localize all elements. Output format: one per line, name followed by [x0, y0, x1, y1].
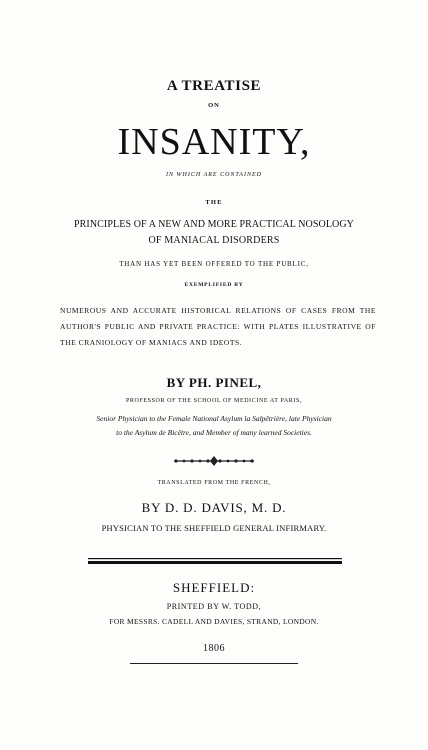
- exemplified-by-line: EXEMPLIFIED BY: [184, 282, 244, 288]
- main-title: INSANITY,: [117, 121, 311, 163]
- contained-line: IN WHICH ARE CONTAINED: [166, 172, 262, 178]
- printer-line: PRINTED BY W. TODD,: [166, 602, 262, 611]
- publishers-line: FOR MESSRS. CADELL AND DAVIES, STRAND, LONDON.: [109, 617, 319, 626]
- description-paragraph: NUMEROUS AND ACCURATE HISTORICAL RELATIONS OF CASES FROM THE AUTHOR'S PUBLIC AND PRIVATE PRACTICE: WITH PLATES ILLUSTRATIVE OF THE CRANIOLOGY OF MANIACS AND IDEOTS.: [60, 306, 376, 347]
- bottom-rule-divider: [130, 663, 298, 666]
- title-on: ON: [208, 102, 220, 109]
- senior-physician-line: Senior Physician to the Female National Asylum la Salpêtrière, late Physician: [96, 414, 332, 423]
- translator-line: BY D. D. DAVIS, M. D.: [141, 500, 287, 515]
- ornament-divider-icon: [172, 455, 256, 467]
- title-treatise: A TREATISE: [166, 78, 262, 94]
- translated-line: TRANSLATED FROM THE FRENCH,: [157, 480, 271, 486]
- double-rule-divider: [88, 558, 342, 565]
- the-line: THE: [205, 199, 223, 206]
- place-line: SHEFFIELD:: [172, 580, 256, 595]
- offered-to-public-line: THAN HAS YET BEEN OFFERED TO THE PUBLIC,: [119, 260, 309, 268]
- translator-title-line: PHYSICIAN TO THE SHEFFIELD GENERAL INFIRMARY.: [101, 523, 327, 533]
- professor-line: PROFESSOR OF THE SCHOOL OF MEDICINE AT PARIS,: [125, 398, 303, 404]
- author-line: BY PH. PINEL,: [166, 375, 262, 390]
- year-line: 1806: [203, 643, 225, 654]
- bicetre-line: to the Asylum de Bicêtre, and Member of many learned Societies.: [116, 428, 312, 437]
- principles-line: PRINCIPLES OF A NEW AND MORE PRACTICAL NOSOLOGY: [73, 219, 354, 230]
- maniacal-disorders-line: OF MANIACAL DISORDERS: [148, 235, 280, 246]
